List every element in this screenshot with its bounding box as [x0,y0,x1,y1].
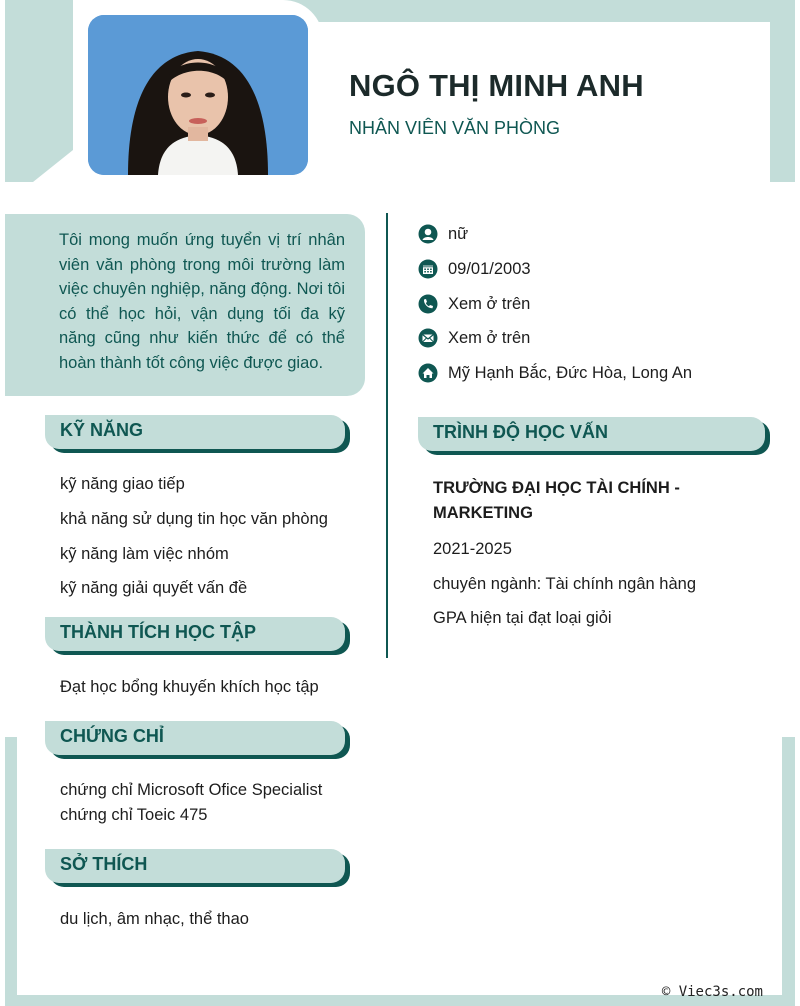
column-divider [386,213,388,658]
phone-value: Xem ở trên [448,294,531,313]
education-heading: TRÌNH ĐỘ HỌC VẤN [418,417,765,451]
home-icon [418,363,438,383]
contact-phone [418,292,530,316]
education-major: chuyên ngành: Tài chính ngân hàng [433,575,696,593]
photo-frame-corner [33,150,73,182]
footer-watermark: © Viec3s.com [661,984,763,1000]
certificates-heading: CHỨNG CHỈ [45,721,345,755]
certificate-item: chứng chỉ Toeic 475 [60,806,208,824]
contact-gender [418,222,468,246]
user-icon [418,224,438,244]
birthday-value: 09/01/2003 [448,259,531,278]
contact-address [418,361,692,385]
gender-value: nữ [448,224,469,243]
certificate-item: chứng chỉ Microsoft Ofice Specialist [60,781,323,799]
education-gpa: GPA hiện tại đạt loại giỏi [433,609,612,627]
skill-item: kỹ năng giao tiếp [60,475,185,493]
education-years: 2021-2025 [433,540,512,558]
achievements-heading: THÀNH TÍCH HỌC TẬP [45,617,345,651]
address-value: Mỹ Hạnh Bắc, Đức Hòa, Long An [448,363,693,382]
skill-item: kỹ năng làm việc nhóm [60,545,229,563]
achievement-item: Đạt học bổng khuyến khích học tập [60,678,319,696]
skill-item: kỹ năng giải quyết vấn đề [60,579,248,597]
career-objective: Tôi mong muốn ứng tuyển vị trí nhân viên văn phòng trong môi trường làm việc chuyên nghiệp, năng động. Nơi tôi có thể học hỏi, vận dụng tối đa kỹ năng cũng như kiến thức để có thể hoàn thành tốt công việc được giao. [5,214,365,396]
hobby-item: du lịch, âm nhạc, thể thao [60,910,249,928]
skill-item: khả năng sử dụng tin học văn phòng [60,510,328,528]
school-name: TRƯỜNG ĐẠI HỌC TÀI CHÍNH - MARKETING [433,479,680,522]
contact-email [418,326,530,350]
email-icon [418,328,438,348]
calendar-icon [418,259,438,279]
job-title: NHÂN VIÊN VĂN PHÒNG [349,118,561,138]
email-value: Xem ở trên [448,328,531,347]
skills-heading: KỸ NĂNG [45,415,345,449]
contact-birthday [418,257,531,281]
candidate-name: NGÔ THỊ MINH ANH [349,68,644,103]
header-card [300,22,770,192]
profile-photo [88,15,308,175]
hobbies-heading: SỞ THÍCH [45,849,345,883]
phone-icon [418,294,438,314]
